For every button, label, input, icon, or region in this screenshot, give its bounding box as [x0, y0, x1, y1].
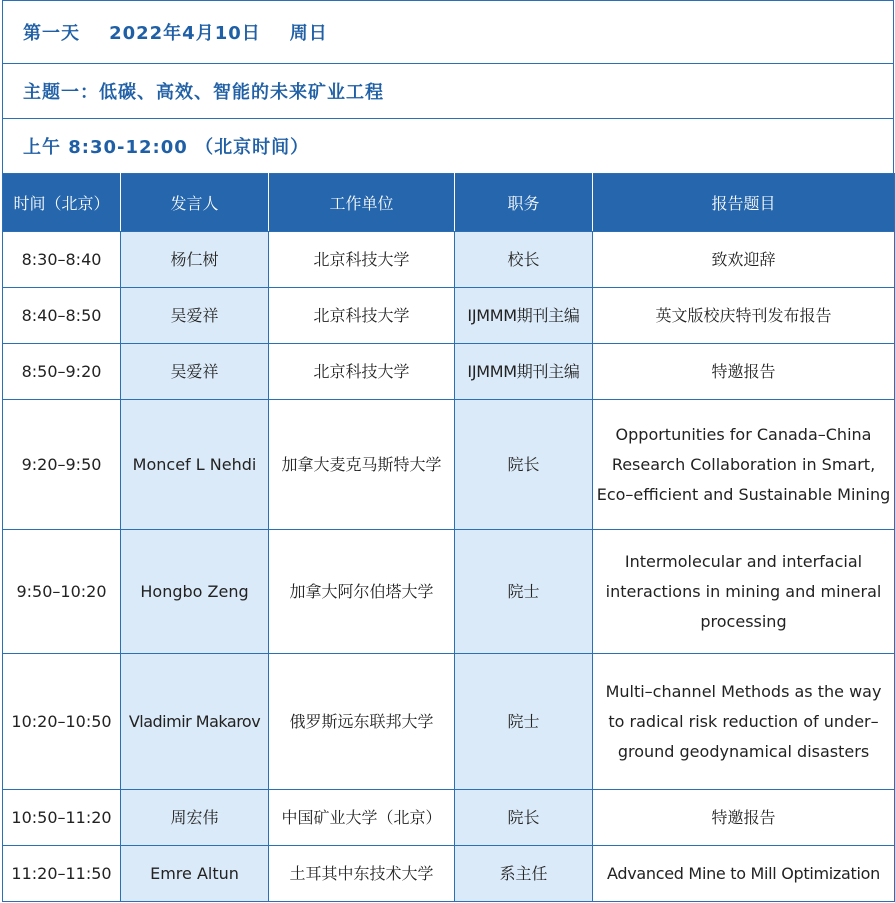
cell-speaker: Hongbo Zeng — [121, 530, 269, 654]
cell-time: 10:20–10:50 — [3, 654, 121, 790]
cell-topic: 特邀报告 — [593, 790, 895, 846]
cell-time: 8:30–8:40 — [3, 232, 121, 288]
table-row — [3, 790, 895, 846]
cell-affiliation: 北京科技大学 — [269, 288, 455, 344]
cell-speaker: 吴爱祥 — [121, 344, 269, 400]
session-header: 上午 8:30-12:00 （北京时间） — [2, 118, 894, 173]
cell-title: 院长 — [455, 790, 593, 846]
column-header-speaker: 发言人 — [121, 174, 269, 232]
cell-title: IJMMM期刊主编 — [455, 288, 593, 344]
schedule-document — [2, 0, 894, 902]
cell-speaker: 杨仁树 — [121, 232, 269, 288]
column-header-time: 时间（北京） — [3, 174, 121, 232]
theme-header: 主题一：低碳、高效、智能的未来矿业工程 — [2, 63, 894, 118]
cell-topic: Advanced Mine to Mill Optimization — [593, 846, 895, 902]
cell-time: 8:40–8:50 — [3, 288, 121, 344]
cell-topic: 英文版校庆特刊发布报告 — [593, 288, 895, 344]
cell-speaker: 周宏伟 — [121, 790, 269, 846]
cell-affiliation: 北京科技大学 — [269, 344, 455, 400]
table-row — [3, 344, 895, 400]
table-row — [3, 846, 895, 902]
cell-title: 院长 — [455, 400, 593, 530]
cell-title: 院士 — [455, 654, 593, 790]
cell-speaker: Moncef L Nehdi — [121, 400, 269, 530]
table-row — [3, 400, 895, 530]
cell-topic: 致欢迎辞 — [593, 232, 895, 288]
cell-speaker: Vladimir Makarov — [121, 654, 269, 790]
cell-title: 院士 — [455, 530, 593, 654]
day-header: 第一天 2022年4月10日 周日 — [2, 0, 894, 63]
cell-title: 系主任 — [455, 846, 593, 902]
column-header-affiliation: 工作单位 — [269, 174, 455, 232]
column-header-title: 职务 — [455, 174, 593, 232]
cell-time: 10:50–11:20 — [3, 790, 121, 846]
cell-affiliation: 加拿大阿尔伯塔大学 — [269, 530, 455, 654]
cell-topic: Opportunities for Canada–China Research Collaboration in Smart, Eco–efficient and Sustainable Mining — [593, 400, 895, 530]
cell-topic: 特邀报告 — [593, 344, 895, 400]
cell-title: IJMMM期刊主编 — [455, 344, 593, 400]
table-header-row — [3, 174, 895, 232]
column-header-topic: 报告题目 — [593, 174, 895, 232]
cell-title: 校长 — [455, 232, 593, 288]
cell-time: 8:50–9:20 — [3, 344, 121, 400]
cell-affiliation: 土耳其中东技术大学 — [269, 846, 455, 902]
table-row — [3, 654, 895, 790]
cell-speaker: Emre Altun — [121, 846, 269, 902]
cell-time: 11:20–11:50 — [3, 846, 121, 902]
cell-affiliation: 北京科技大学 — [269, 232, 455, 288]
cell-topic: Intermolecular and interfacial interactions in mining and mineral processing — [593, 530, 895, 654]
cell-affiliation: 加拿大麦克马斯特大学 — [269, 400, 455, 530]
cell-affiliation: 俄罗斯远东联邦大学 — [269, 654, 455, 790]
cell-speaker: 吴爱祥 — [121, 288, 269, 344]
cell-time: 9:50–10:20 — [3, 530, 121, 654]
cell-affiliation: 中国矿业大学（北京） — [269, 790, 455, 846]
table-row — [3, 232, 895, 288]
schedule-table — [2, 173, 895, 902]
table-row — [3, 288, 895, 344]
cell-topic: Multi–channel Methods as the way to radical risk reduction of under–ground geodynamical disasters — [593, 654, 895, 790]
table-row — [3, 530, 895, 654]
cell-time: 9:20–9:50 — [3, 400, 121, 530]
